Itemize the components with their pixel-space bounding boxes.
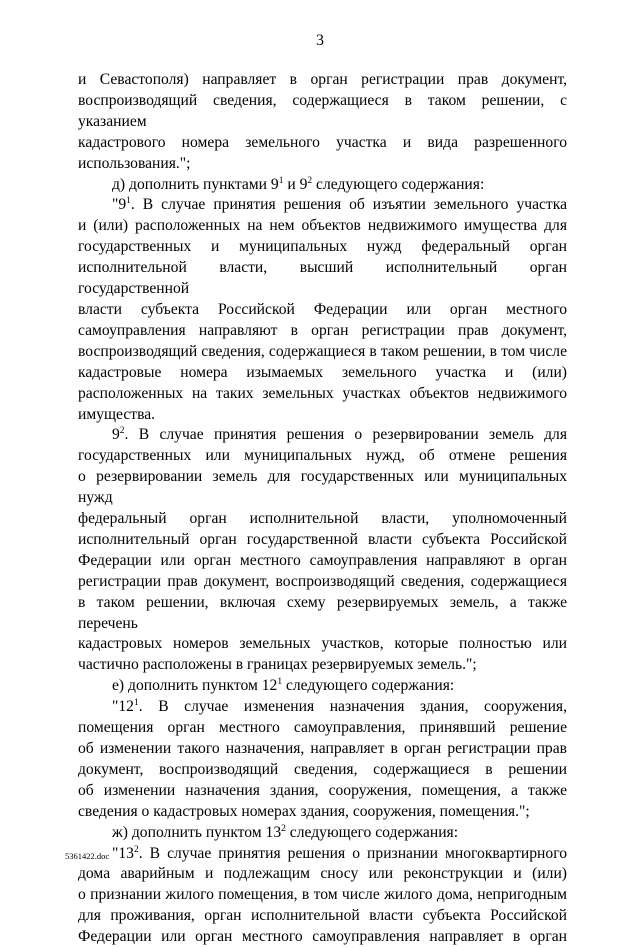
item-zh-heading: ж) дополнить пунктом $13^2$ следующего содержания: [112, 823, 459, 841]
paragraph-sevastopol-continuation [78, 70, 567, 175]
text-line: власти субъекта Российской Федерации или орган местного [78, 300, 567, 318]
text-line: кадастровые номера изымаемых земельного участка и (или) [78, 363, 567, 381]
text-line: о резервировании земель для государственных или муниципальных нужд [78, 468, 567, 507]
clause-9-1 [78, 195, 567, 425]
text-line: частично расположены в границах резервируемых земель."; [78, 656, 477, 674]
text-line: кадастрового номера земельного участка и вида разрешенного [78, 133, 567, 151]
text-line: об изменении такого назначения, направляет в орган регистрации прав [78, 740, 567, 757]
clause-9-2 [78, 425, 567, 676]
text-line: использования."; [78, 154, 191, 172]
page-number: 3 [316, 32, 324, 49]
text-line: "$9^1$. В случае принятия решения об изъятии земельного участка [112, 196, 567, 214]
text-line: $9^2$. В случае принятия решения о резервировании земель для [112, 426, 567, 444]
text-line: дома аварийным и подлежащим сносу или реконструкции и (или) [78, 865, 567, 883]
text-line: в таком решении, включая схему резервируемых земель, а также перечень [78, 593, 567, 632]
text-line: кадастровых номеров земельных участков, которые полностью или [78, 635, 567, 653]
footer-filename: 5361422.doc [65, 851, 110, 861]
text-line: о признании жилого помещения, в том числе жилого дома, непригодным [78, 886, 567, 904]
clause-13-2 [78, 844, 567, 948]
text-line: самоуправления направляют в орган регистрации прав документ, [78, 321, 567, 339]
item-d-heading: д) дополнить пунктами $9^1$ и $9^2$ следующего содержания: [112, 175, 485, 193]
text-line: и (или) расположенных на нем объектов недвижимого имущества для [78, 217, 567, 235]
text-line: воспроизводящий сведения, содержащиеся в таком решении, в том числе [78, 342, 567, 360]
text-line: регистрации прав документ, воспроизводящий сведения, содержащиеся [78, 572, 567, 590]
text-line: документ, воспроизводящий сведения, содержащиеся в решении [78, 760, 567, 778]
text-line: об изменении назначения здания, сооружения, помещения, а также [78, 781, 567, 799]
text-line: исполнительный орган государственной власти субъекта Российской [78, 530, 567, 548]
text-line: "$12^1$. В случае изменения назначения здания, сооружения, [112, 698, 567, 716]
text-line: Федерации или орган местного самоуправления направляют в орган [78, 551, 567, 569]
text-line: и Севастополя) направляет в орган регистрации прав документ, [78, 71, 567, 88]
text-line: помещения орган местного самоуправления, принявший решение [78, 719, 567, 737]
clause-12-1 [78, 697, 567, 822]
document-body [78, 70, 567, 948]
text-line: воспроизводящий сведения, содержащиеся в таком решении, с указанием [78, 91, 567, 130]
text-line: государственных или муниципальных нужд, об отмене решения [78, 447, 567, 465]
text-line: имущества. [78, 405, 156, 423]
text-line: для проживания, орган исполнительной власти субъекта Российской [78, 907, 567, 925]
text-line: Федерации или орган местного самоуправления направляет в орган [78, 928, 567, 946]
text-line: федеральный орган исполнительной власти, уполномоченный [78, 510, 567, 528]
text-line: "$13^2$. В случае принятия решения о признании многоквартирного [112, 844, 567, 862]
item-e-heading: е) дополнить пунктом $12^1$ следующего содержания: [112, 677, 455, 695]
text-line: исполнительной власти, высший исполнительный орган государственной [78, 259, 567, 298]
text-line: сведения о кадастровых номерах здания, сооружения, помещения."; [78, 802, 530, 820]
text-line: государственных и муниципальных нужд федеральный орган [78, 238, 567, 256]
text-line: расположенных на таких земельных участках объектов недвижимого [78, 384, 567, 402]
